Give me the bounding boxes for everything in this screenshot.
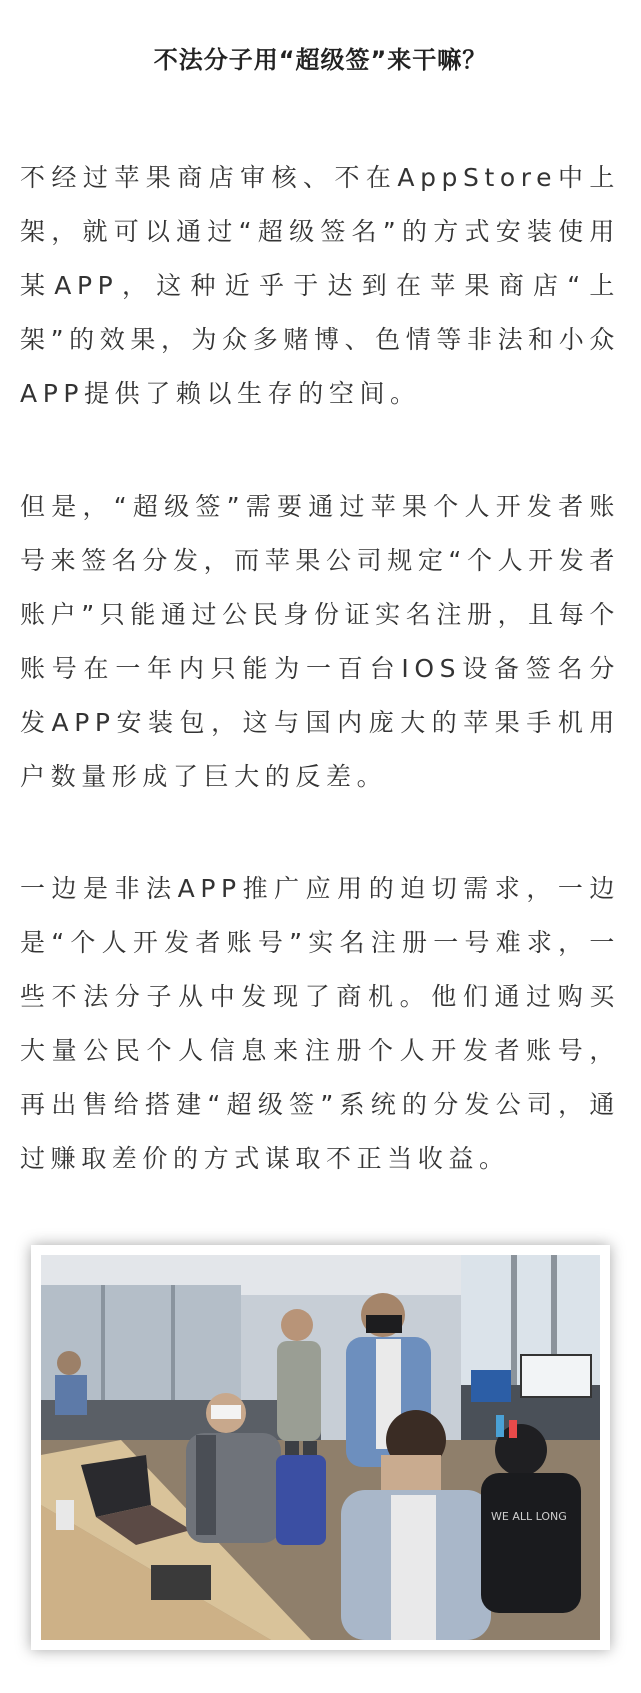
news-photo-frame [31, 1245, 610, 1650]
article-title: 不法分子用“超级签”来干嘛？ [153, 46, 488, 74]
office-raid-scene [41, 1255, 600, 1640]
article-paragraph-2: 但是，“超级签”需要通过苹果个人开发者账号来签名分发，而苹果公司规定“个人开发者账户”只能通过公民身份证实名注册，且每个账号在一年内只能为一百台IOS设备签名分发APP安装包，这与国内庞大的苹果手机用户数量形成了巨大的反差。 [20, 492, 620, 791]
shirt-print: WE ALL LONG [491, 1510, 567, 1523]
article-paragraph-1: 不经过苹果商店审核、不在AppStore中上架，就可以通过“超级签名”的方式安装使用某APP，这种近乎于达到在苹果商店“上架”的效果，为众多赌博、色情等非法和小众APP提供了赖以生存的空间。 [20, 163, 620, 408]
news-photo [41, 1255, 600, 1640]
article-paragraph-3: 一边是非法APP推广应用的迫切需求，一边是“个人开发者账号”实名注册一号难求，一些不法分子从中发现了商机。他们通过购买大量公民个人信息来注册个人开发者账号，再出售给搭建“超级签”系统的分发公司，通过赚取差价的方式谋取不正当收益。 [20, 874, 620, 1173]
